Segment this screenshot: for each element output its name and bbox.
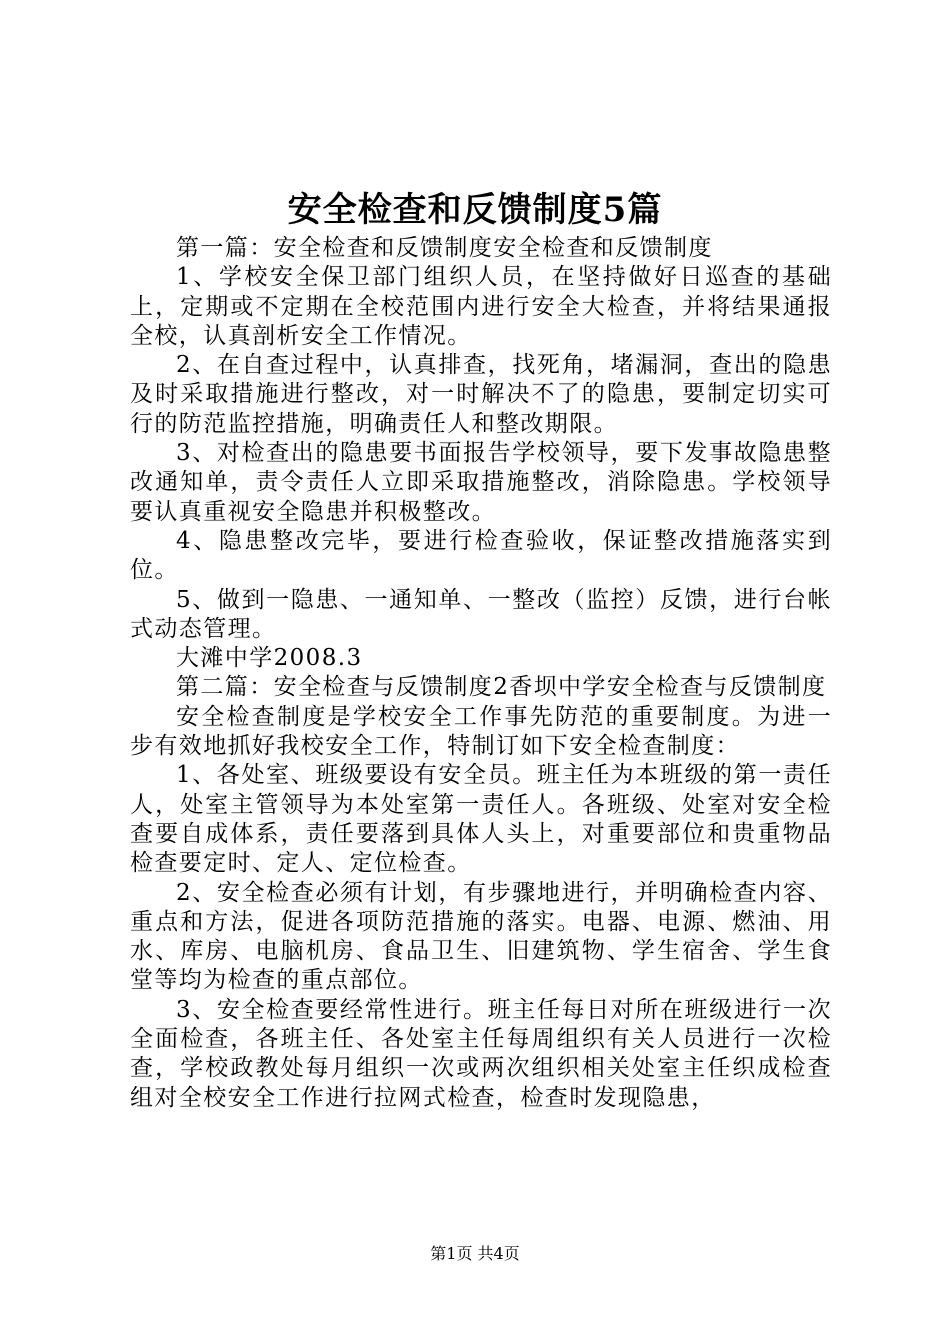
document-title: 安全检查和反馈制度5篇 xyxy=(287,190,663,230)
paragraph: 安全检查制度是学校安全工作事先防范的重要制度。为进一步有效地抓好我校安全工作，特制订如下安全检查制度： xyxy=(130,703,832,760)
paragraph-section-heading-2: 第二篇：安全检查与反馈制度2香坝中学安全检查与反馈制度 xyxy=(176,674,827,701)
document-body xyxy=(130,234,832,1113)
paragraph: 3、对检查出的隐患要书面报告学校领导，要下发事故隐患整改通知单，责令责任人立即采取措施整改，消除隐患。学校领导要认真重视安全隐患并积极整改。 xyxy=(130,440,832,525)
paragraph: 3、安全检查要经常性进行。班主任每日对所在班级进行一次全面检查，各班主任、各处室主任每周组织有关人员进行一次检查，学校政教处每月组织一次或两次组织相关处室主任织成检查组对全校安全工作进行拉网式检查，检查时发现隐患， xyxy=(130,996,832,1111)
page-footer: 第1页 共4页 xyxy=(430,1244,520,1263)
paragraph: 2、在自查过程中，认真排查，找死角，堵漏洞，查出的隐患及时采取措施进行整改，对一时解决不了的隐患，要制定切实可行的防范监控措施，明确责任人和整改期限。 xyxy=(130,352,832,437)
paragraph-section-heading-1: 第一篇：安全检查和反馈制度安全检查和反馈制度 xyxy=(176,235,713,261)
paragraph: 4、隐患整改完毕，要进行检查验收，保证整改措施落实到位。 xyxy=(130,527,832,584)
paragraph: 1、各处室、班级要设有安全员。班主任为本班级的第一责任人，处室主管领导为本处室第一责任人。各班级、处室对安全检查要自成体系，责任要落到具体人头上，对重要部位和贵重物品检查要定时、定人、定位检查。 xyxy=(130,762,832,877)
paragraph: 1、学校安全保卫部门组织人员，在坚持做好日巡查的基础上，定期或不定期在全校范围内进行安全大检查，并将结果通报全校，认真剖析安全工作情况。 xyxy=(130,264,832,349)
paragraph: 2、安全检查必须有计划，有步骤地进行，并明确检查内容、重点和方法，促进各项防范措施的落实。电器、电源、燃油、用水、库房、电脑机房、食品卫生、旧建筑物、学生宿舍、学生食堂等均为检查的重点部位。 xyxy=(130,879,832,994)
paragraph: 5、做到一隐患、一通知单、一整改（监控）反馈，进行台帐式动态管理。 xyxy=(130,586,832,642)
paragraph-signature: 大滩中学2008.3 xyxy=(176,645,363,672)
